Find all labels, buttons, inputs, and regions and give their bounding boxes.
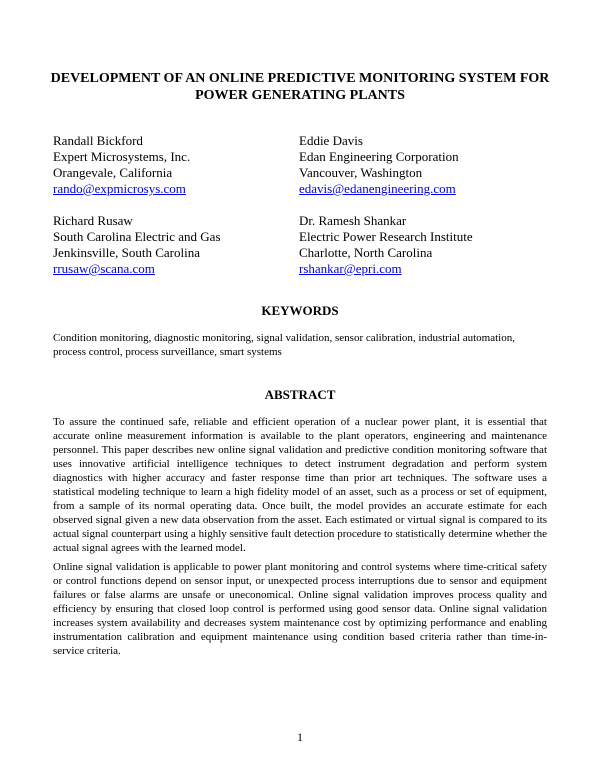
keywords-text: Condition monitoring, diagnostic monitoring, signal validation, sensor calibration, industrial automation, process control, process surveillance, smart systems <box>53 332 515 358</box>
author-location: Vancouver, Washington <box>299 165 423 180</box>
author-location: Jenkinsville, South Carolina <box>53 245 200 260</box>
author-name: Dr. Ramesh Shankar <box>299 213 407 228</box>
author-affiliation: South Carolina Electric and Gas <box>53 229 221 244</box>
author-block <box>299 133 459 197</box>
author-affiliation: Electric Power Research Institute <box>299 229 473 244</box>
author-email-link[interactable]: edavis@edanengineering.com <box>299 181 456 196</box>
author-affiliation: Expert Microsystems, Inc. <box>53 149 191 164</box>
author-block <box>53 133 190 197</box>
paper-title: DEVELOPMENT OF AN ONLINE PREDICTIVE MONITORING SYSTEM FOR POWER GENERATING PLANTS <box>50 71 550 103</box>
author-block <box>53 213 221 277</box>
author-email-link[interactable]: rando@expmicrosys.com <box>53 181 186 196</box>
author-name: Eddie Davis <box>299 133 363 148</box>
abstract-paragraph: Online signal validation is applicable to power plant monitoring and control systems where time-critical safety or control functions depend on sensor input, or unexpected process interruptions due to sensor and equipment failures or false alarms are unsafe or uneconomical. Online signal validation improves process quality and efficiency by ensuring that closed loop control is performed using good sensor data. Online signal validation increases system availability and decreases system maintenance cost by optimizing performance and enabling instrumentation calibration and equipment maintenance using condition based criteria rather than time-in-service criteria. <box>53 561 547 657</box>
abstract-paragraph: To assure the continued safe, reliable and efficient operation of a nuclear power plant, it is essential that accurate online measurement information is available to the plant operators, engineering and maintenance personnel. This paper describes new online signal validation and predictive condition monitoring software that uses innovative artificial intelligence techniques to detect instrument degradation and perform system diagnostics with higher accuracy and faster response time than prior art techniques. The software uses a statistical modeling technique to learn a high fidelity model of an asset, such as a process or set of equipment, from a sample of its normal operating data. Once built, the model provides an accurate estimate for each observed signal given a new data observation from the asset. Each estimated or virtual signal is compared to its actual signal counterpart using a highly sensitive fault detection procedure to statistically determine whether the actual signal agrees with the learned model. <box>53 416 547 554</box>
page-number: 1 <box>297 730 303 744</box>
abstract-heading: ABSTRACT <box>264 387 336 402</box>
author-name: Randall Bickford <box>53 133 143 148</box>
author-name: Richard Rusaw <box>53 213 133 228</box>
author-email-link[interactable]: rrusaw@scana.com <box>53 261 155 276</box>
keywords-heading: KEYWORDS <box>261 303 339 318</box>
author-location: Orangevale, California <box>53 165 173 180</box>
author-affiliation: Edan Engineering Corporation <box>299 149 459 164</box>
author-location: Charlotte, North Carolina <box>299 245 433 260</box>
author-block <box>299 213 473 277</box>
author-email-link[interactable]: rshankar@epri.com <box>299 261 402 276</box>
